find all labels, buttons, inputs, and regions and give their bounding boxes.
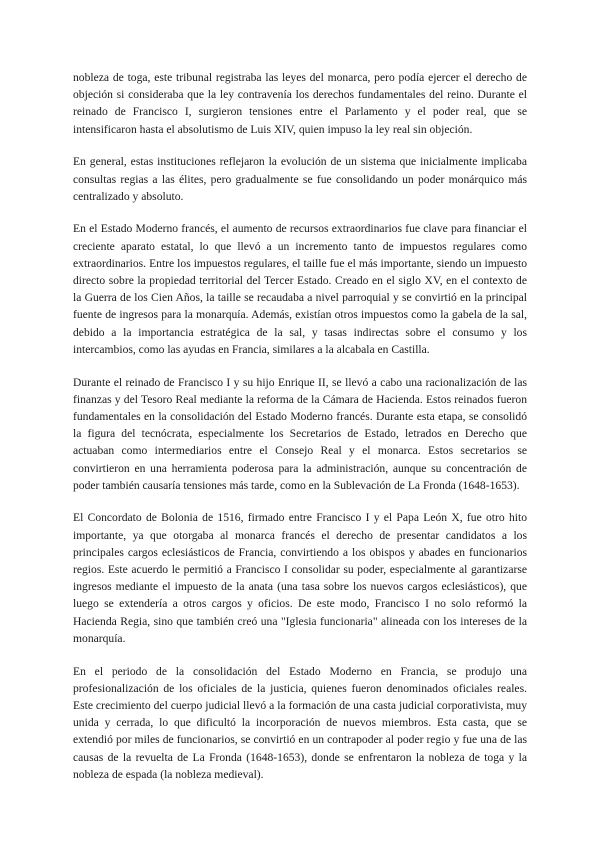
paragraph-summary: En general, estas instituciones reflejaron la evolución de un sistema que inicialmente implicaba consultas regias a las élites, pero gradualmente se fue consolidando un poder monárquico más centralizado y absoluto.	[73, 155, 527, 203]
paragraph-taxes: En el Estado Moderno francés, el aumento de recursos extraordinarios fue clave para financiar el creciente aparato estatal, lo que llevó a un incremento tanto de impuestos regulares como extraordinarios. Entre los impuestos regulares, el taille fue el más importante, siendo un impuesto directo sobre la propiedad territorial del Tercer Estado. Creado en el siglo XV, en el contexto de la Guerra de los Cien Años, la taille se recaudaba a nivel parroquial y se convirtió en la principal fuente de ingresos para la monarquía. Además, existían otros impuestos como la gabela de la sal, debido a la importancia estratégica de la sal, y tasas indirectas sobre el consumo y los intercambios, como las ayudas en Francia, similares a la alcabala en Castilla.	[73, 222, 527, 356]
paragraph-judicial-officers: En el periodo de la consolidación del Estado Moderno en Francia, se produjo una profesionalización de los oficiales de la justicia, quienes fueron denominados oficiales reales. Este crecimiento del cuerpo judicial llevó a la formación de una casta judicial corporativista, muy unida y cerrada, lo que dificultó la incorporación de nuevos miembros. Esta casta, que se extendió por miles de funcionarios, se convirtió en un contrapoder al poder regio y fue una de las causas de la revuelta de La Fronda (1648-1653), donde se enfrentaron la nobleza de toga y la nobleza de espada (la nobleza medieval).	[73, 664, 527, 781]
paragraph-parlement: nobleza de toga, este tribunal registraba las leyes del monarca, pero podía ejercer el derecho de objeción si consideraba que la ley contravenía los derechos fundamentales del reino. Durante el reinado de Francisco I, surgieron tensiones entre el Parlamento y el poder real, que se intensificaron hasta el absolutismo de Luis XIV, quien impuso la ley real sin objeción.	[73, 71, 527, 136]
paragraph-finances: Durante el reinado de Francisco I y su hijo Enrique II, se llevó a cabo una racionalización de las finanzas y del Tesoro Real mediante la reforma de la Cámara de Hacienda. Estos reinados fueron fundamentales en la consolidación del Estado Moderno francés. Durante esta etapa, se consolidó la figura del tecnócrata, especialmente los Secretarios de Estado, letrados en Derecho que actuaban como intermediarios entre el Consejo Real y el monarca. Estos secretarios se convirtieron en una herramienta poderosa para la administración, aunque su concentración de poder también causaría tensiones más tarde, como en la Sublevación de La Fronda (1648-1653).	[73, 375, 527, 492]
document-page	[73, 69, 527, 799]
paragraph-concordat: El Concordato de Bolonia de 1516, firmado entre Francisco I y el Papa León X, fue otro hito importante, ya que otorgaba al monarca francés el derecho de presentar candidatos a los principales cargos eclesiásticos de Francia, convirtiendo a los obispos y abades en funcionarios regios. Este acuerdo le permitió a Francisco I consolidar su poder, especialmente al garantizarse ingresos mediante el impuesto de la anata (una tasa sobre los nuevos cargos eclesiásticos), que luego se extendería a otros cargos y oficios. De este modo, Francisco I no solo reformó la Hacienda Regia, sino que también creó una "Iglesia funcionaria" alineada con los intereses de la monarquía.	[73, 511, 527, 645]
